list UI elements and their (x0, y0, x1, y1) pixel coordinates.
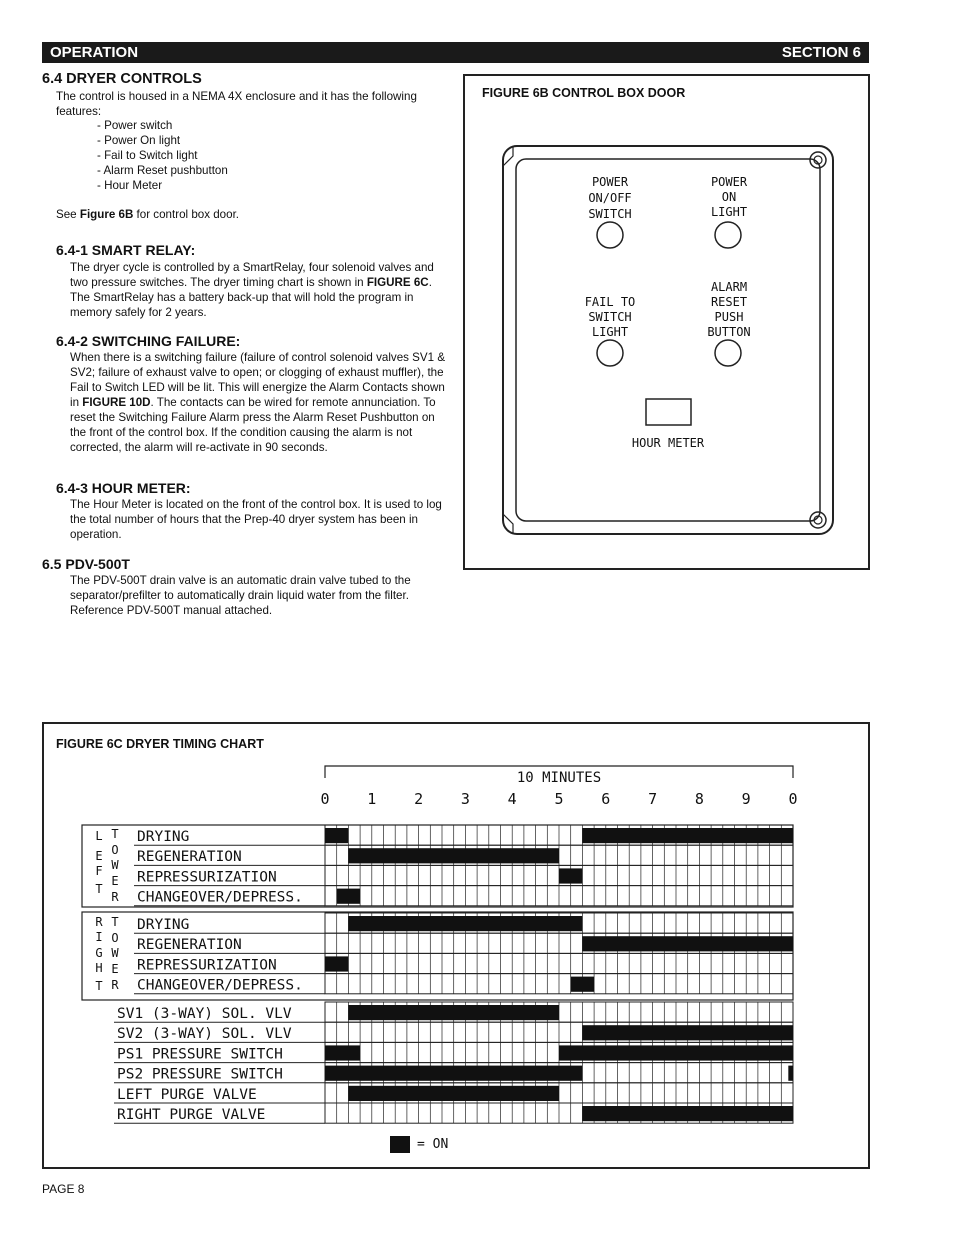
on-bar (325, 956, 348, 971)
row-label: REPRESSURIZATION (137, 957, 277, 974)
tick-label: 7 (648, 790, 658, 808)
heading-6-4-3: 6.4-3 HOUR METER: (56, 480, 191, 496)
tower-letter: I (95, 930, 103, 944)
para-6-4-intro: The control is housed in a NEMA 4X enclosure and it has the following features: (56, 90, 417, 118)
label-hour-meter: HOUR METER (631, 436, 705, 450)
feature-item: - Power On light (97, 134, 181, 147)
tower-letter: T (95, 979, 103, 993)
label-power-light: POWER (710, 175, 748, 189)
figure-6c-caption: FIGURE 6C DRYER TIMING CHART (56, 737, 264, 751)
label-power-switch: SWITCH (588, 207, 632, 221)
tower-letter: E (111, 874, 119, 888)
row-label: SV2 (3-WAY) SOL. VLV (117, 1026, 292, 1043)
row-label: SV1 (3-WAY) SOL. VLV (117, 1006, 292, 1022)
hour-meter-icon (646, 399, 691, 425)
figure-ref: FIGURE 10D (82, 396, 151, 409)
on-bar (582, 1106, 793, 1121)
on-bar (337, 889, 360, 904)
tower-letter: W (111, 858, 119, 872)
power-light-icon (715, 222, 741, 248)
header-operation: OPERATION (50, 44, 139, 61)
tower-letter: W (111, 946, 119, 960)
label-fail-light: LIGHT (591, 325, 629, 339)
legend-text: = ON (417, 1137, 449, 1152)
text: See (56, 208, 80, 221)
label-alarm-button: RESET (710, 295, 748, 309)
label-alarm-button: ALARM (710, 280, 748, 294)
tower-letter: F (95, 864, 103, 878)
row-label: REPRESSURIZATION (137, 869, 277, 886)
feature-item: - Hour Meter (97, 179, 163, 192)
heading-6-4-2: 6.4-2 SWITCHING FAILURE: (56, 333, 241, 349)
label-power-switch: POWER (591, 175, 629, 189)
tick-label: 9 (741, 790, 751, 808)
row-label: PS1 PRESSURE SWITCH (117, 1046, 283, 1063)
feature-item: - Alarm Reset pushbutton (97, 164, 228, 177)
text: When there is a switching failure (failure of control solenoid valves SV1 & SV2; failure of exhaust valve to open; or clogging of exhaust muffler), the Fail to Switch LED will be lit. This will energize the Alarm Contacts shown in (70, 351, 446, 409)
on-bar (571, 977, 594, 992)
row-label: REGENERATION (137, 849, 242, 866)
label-power-light: LIGHT (710, 205, 748, 219)
text: . The SmartRelay has a battery back-up that will hold the program in memory safely for 2 years. (70, 276, 432, 319)
on-bar (325, 828, 348, 843)
on-bar (559, 868, 582, 883)
power-switch-icon (597, 222, 623, 248)
para-smart-relay (70, 260, 448, 320)
label-alarm-button: BUTTON (707, 325, 751, 339)
para-see-figure (56, 207, 239, 222)
label-fail-light: FAIL TO (584, 295, 636, 309)
on-bar (582, 936, 793, 951)
on-bar (559, 1045, 793, 1060)
page-number: PAGE 8 (42, 1182, 85, 1196)
tick-label: 8 (694, 790, 704, 808)
figure-ref: FIGURE 6C (366, 276, 429, 289)
text: for control box door. (133, 208, 240, 221)
tower-letter: R (111, 978, 119, 992)
on-bar (582, 828, 793, 843)
row-label: LEFT PURGE VALVE (117, 1086, 257, 1103)
on-bar (582, 1025, 793, 1040)
tick-label: 3 (460, 790, 470, 808)
text: The dryer cycle is controlled by a SmartRelay, four solenoid valves and two pressure switches. The dryer timing chart is shown in (70, 261, 434, 289)
row-label: DRYING (137, 917, 190, 933)
legend-swatch (390, 1136, 410, 1153)
tower-letter: T (111, 827, 119, 841)
feature-item: - Fail to Switch light (97, 149, 198, 162)
figure-6b-caption: FIGURE 6B CONTROL BOX DOOR (482, 86, 686, 100)
tower-letter: L (95, 829, 103, 843)
tower-letter: E (111, 962, 119, 976)
label-power-light: ON (721, 190, 737, 204)
span-label: 10 MINUTES (516, 770, 602, 786)
on-bar (348, 916, 582, 931)
tower-letter: O (111, 843, 119, 857)
para-switching-failure (70, 350, 448, 455)
tick-label: 4 (507, 790, 517, 808)
row-label: CHANGEOVER/DEPRESS. (137, 977, 303, 994)
label-alarm-button: PUSH (714, 310, 744, 324)
control-box-door-drawing (465, 76, 868, 568)
tower-letter: O (111, 931, 119, 945)
tick-label: 0 (788, 790, 798, 808)
para-pdv-500t: The PDV-500T drain valve is an automatic drain valve tubed to the separator/prefilter to automatically drain liquid water from the filter. Reference PDV-500T manual attached. (70, 574, 411, 617)
timing-chart (44, 724, 868, 1167)
para-hour-meter: The Hour Meter is located on the front of the control box. It is used to log the total number of hours that the Prep-40 dryer system has been in operation. (70, 498, 442, 541)
row-label: DRYING (137, 829, 190, 845)
figure-ref: Figure 6B (79, 208, 134, 221)
heading-6-4-1: 6.4-1 SMART RELAY: (56, 242, 196, 258)
label-power-switch: ON/OFF (588, 191, 632, 205)
tower-letter: G (95, 946, 103, 960)
alarm-button-icon (715, 340, 741, 366)
tower-letter: T (95, 882, 103, 896)
feature-list (97, 118, 228, 193)
row-label: PS2 PRESSURE SWITCH (117, 1066, 283, 1083)
on-bar (348, 848, 559, 863)
tick-label: 5 (554, 790, 564, 808)
tick-label: 0 (320, 790, 330, 808)
on-bar (788, 1066, 793, 1081)
tick-label: 1 (367, 790, 377, 808)
tick-label: 6 (601, 790, 611, 808)
tower-letter: E (95, 849, 103, 863)
figure-6c-frame (42, 722, 870, 1169)
on-bar (348, 1005, 559, 1020)
on-bar (325, 1066, 582, 1081)
text: . The contacts can be wired for remote annunciation. To reset the Switching Failure Alarm press the Alarm Reset Pushbutton on the front of the control box. If the condition causing the alarm is not corrected, the alarm will re-activate in 90 seconds. (70, 396, 436, 454)
header-section: SECTION 6 (781, 44, 861, 61)
on-bar (325, 1045, 360, 1060)
feature-item: - Power switch (97, 119, 173, 132)
section-header-bar (42, 42, 869, 63)
on-bar (348, 1086, 559, 1101)
heading-6-4: 6.4 DRYER CONTROLS (42, 71, 202, 87)
heading-6-5: 6.5 PDV-500T (42, 556, 130, 572)
fail-light-icon (597, 340, 623, 366)
tower-letter: R (95, 915, 103, 929)
row-label: REGENERATION (137, 937, 242, 954)
figure-6b-frame (463, 74, 870, 570)
row-label: CHANGEOVER/DEPRESS. (137, 889, 303, 906)
tick-label: 2 (414, 790, 424, 808)
row-label: RIGHT PURGE VALVE (117, 1107, 266, 1123)
tower-letter: R (111, 890, 119, 904)
tower-letter: T (111, 915, 119, 929)
label-fail-light: SWITCH (588, 310, 632, 324)
tower-letter: H (95, 961, 103, 975)
